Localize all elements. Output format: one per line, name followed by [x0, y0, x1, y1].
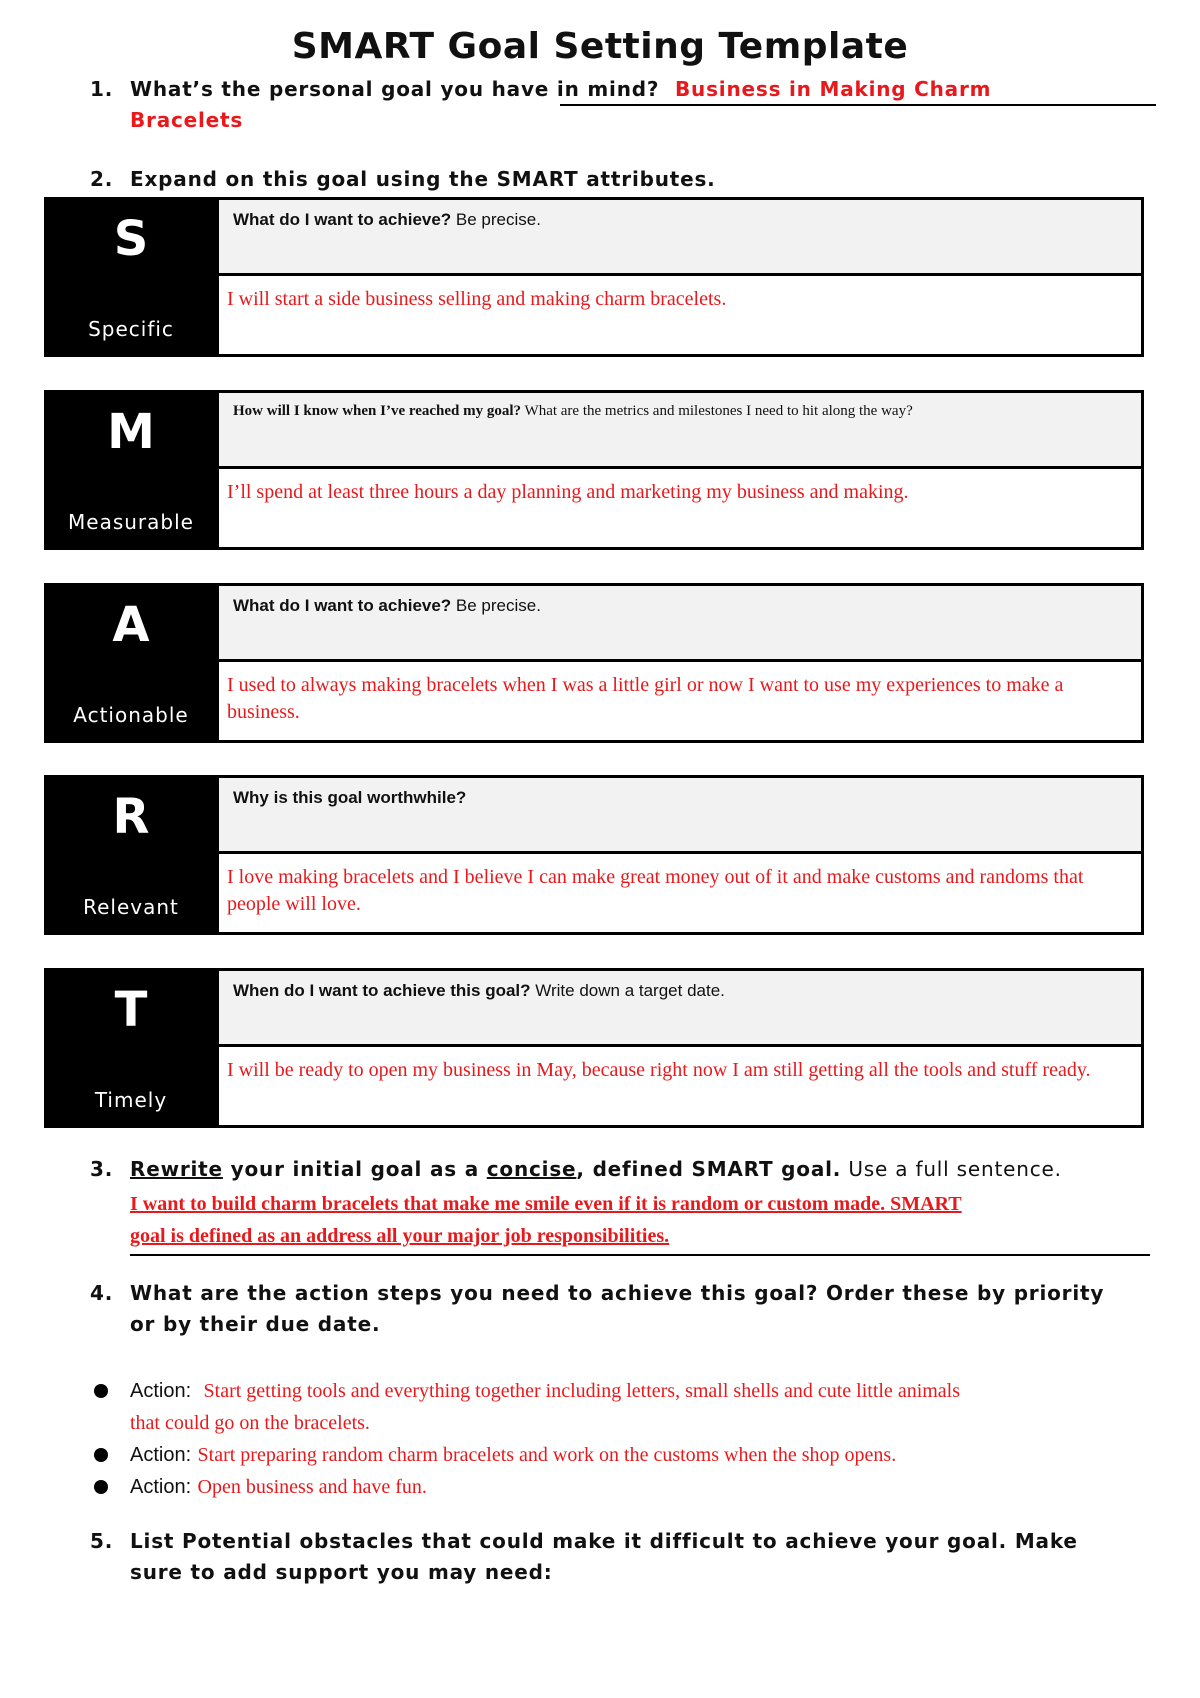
question-5: [90, 1526, 1160, 1584]
smart-cells: [216, 775, 1144, 935]
smart-prompt-rest: Be precise.: [451, 596, 541, 615]
question-prompt-line-1: What are the action steps you need to achieve this goal? Order these by priority: [130, 1281, 1105, 1305]
action-label: Action:: [130, 1476, 192, 1498]
rewrite-word: Rewrite: [130, 1157, 223, 1181]
smart-goal-answer-line-2: goal is defined as an address all your major job responsibilities.: [130, 1225, 670, 1247]
smart-block-relevant: [44, 775, 1144, 935]
bullet-icon: [94, 1480, 108, 1494]
smart-word: Specific: [88, 317, 174, 341]
smart-cells: [216, 583, 1144, 743]
question-prompt-line-2: or by their due date.: [130, 1312, 381, 1336]
smart-answer[interactable]: I love making bracelets and I believe I can make great money out of it and make customs and randoms that people will love.: [227, 866, 1084, 915]
question-prompt: What’s the personal goal you have in mind?: [130, 77, 660, 101]
question-number: 1.: [90, 77, 114, 101]
smart-prompt-rest: Write down a target date.: [530, 981, 725, 1000]
smart-letter-box: [44, 390, 218, 550]
smart-letter: T: [114, 982, 148, 1038]
smart-word: Timely: [94, 1088, 168, 1112]
goal-answer-underline: [560, 104, 1156, 106]
smart-word: Actionable: [73, 703, 189, 727]
action-text[interactable]: Start preparing random charm bracelets and work on the customs when the shop opens.: [197, 1444, 897, 1466]
prompt-hint: Use a full sentence.: [841, 1157, 1062, 1181]
smart-prompt-bold: When do I want to achieve this goal?: [233, 981, 531, 1000]
smart-letter-box: [44, 968, 218, 1128]
smart-prompt-bold: How will I know when I’ve reached my goal?: [233, 403, 522, 419]
smart-word: Measurable: [68, 510, 194, 534]
question-number: 2.: [90, 167, 114, 191]
smart-word: Relevant: [83, 895, 179, 919]
smart-answer[interactable]: I used to always making bracelets when I was a little girl or now I want to use my experiences to make a business.: [227, 674, 1064, 723]
smart-prompt-bold: What do I want to achieve?: [233, 210, 452, 229]
smart-answer[interactable]: I’ll spend at least three hours a day planning and marketing my business and making.: [227, 481, 909, 503]
smart-letter-box: [44, 775, 218, 935]
smart-letter: R: [112, 789, 150, 845]
bullet-icon: [94, 1384, 108, 1398]
question-prompt-line-2: sure to add support you may need:: [130, 1560, 553, 1584]
smart-prompt-bold: Why is this goal worthwhile?: [233, 788, 467, 807]
question-prompt-line-1: List Potential obstacles that could make it difficult to achieve your goal. Make: [130, 1529, 1078, 1553]
prompt-part: , defined SMART goal.: [576, 1157, 842, 1181]
smart-prompt: [219, 393, 1141, 469]
smart-prompt: [219, 200, 1141, 276]
goal-answer-line-2: Bracelets: [130, 108, 244, 132]
smart-letter-box: [44, 583, 218, 743]
smart-goal-answer[interactable]: [130, 1188, 1150, 1252]
bullet-icon: [94, 1448, 108, 1462]
action-text[interactable]: Start getting tools and everything together including letters, small shells and cute little animals: [203, 1380, 961, 1402]
prompt-part: your initial goal as a: [222, 1157, 487, 1181]
smart-letter-box: [44, 197, 218, 357]
smart-prompt-rest: Be precise.: [451, 210, 541, 229]
question-3: [90, 1154, 1160, 1185]
smart-cells: [216, 968, 1144, 1128]
smart-prompt: [219, 971, 1141, 1047]
question-4: [90, 1278, 1160, 1336]
smart-block-specific: [44, 197, 1144, 357]
smart-cells: [216, 390, 1144, 550]
smart-goal-answer-line-1: I want to build charm bracelets that make me smile even if it is random or custom made. SMART: [130, 1193, 962, 1215]
action-text-continued: that could go on the bracelets.: [130, 1412, 370, 1434]
action-label: Action:: [130, 1444, 192, 1466]
smart-block-actionable: [44, 583, 1144, 743]
question-number: 4.: [90, 1281, 114, 1305]
question-prompt: Expand on this goal using the SMART attributes.: [130, 167, 716, 191]
smart-goal-underline: [130, 1254, 1150, 1256]
question-2: [90, 164, 1150, 195]
question-number: 3.: [90, 1157, 114, 1181]
goal-answer-line-1: Business in Making Charm: [675, 77, 992, 101]
smart-block-timely: [44, 968, 1144, 1128]
smart-answer[interactable]: I will start a side business selling and making charm bracelets.: [227, 288, 727, 310]
smart-prompt: [219, 586, 1141, 662]
smart-prompt: [219, 778, 1141, 854]
smart-prompt-bold: What do I want to achieve?: [233, 596, 452, 615]
page-title: SMART Goal Setting Template: [291, 26, 909, 67]
smart-block-measurable: [44, 390, 1144, 550]
action-label: Action:: [130, 1380, 192, 1402]
smart-letter: A: [112, 597, 150, 653]
smart-answer[interactable]: I will be ready to open my business in May, because right now I am still getting all the tools and stuff ready.: [227, 1059, 1091, 1081]
smart-letter: S: [113, 211, 149, 267]
question-number: 5.: [90, 1529, 114, 1553]
smart-prompt-rest: What are the metrics and milestones I need to hit along the way?: [521, 403, 913, 419]
smart-cells: [216, 197, 1144, 357]
question-1: [90, 74, 1150, 132]
concise-word: concise: [486, 1157, 577, 1181]
smart-letter: M: [107, 404, 155, 460]
action-text[interactable]: Open business and have fun.: [197, 1476, 427, 1498]
